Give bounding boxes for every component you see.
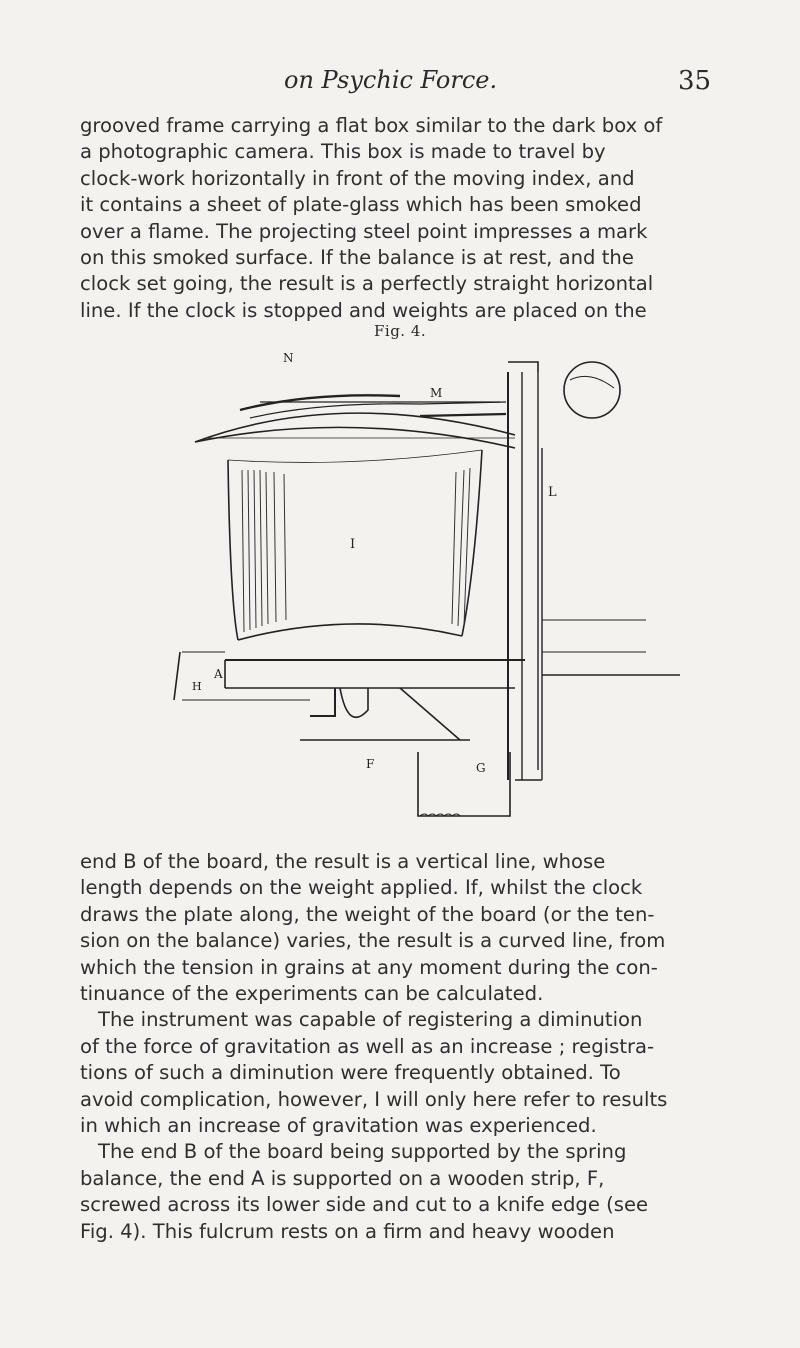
text-line: clock set going, the result is a perfectly straight horizontal — [80, 272, 654, 296]
text-line: The end B of the board being supported by the spring — [98, 1140, 627, 1164]
text-line: in which an increase of gravitation was experienced. — [80, 1114, 597, 1138]
text-line: screwed across its lower side and cut to a knife edge (see — [80, 1193, 649, 1217]
text-line: it contains a sheet of plate-glass which has been smoked — [80, 193, 642, 217]
text-line: on this smoked surface. If the balance is at rest, and the — [80, 246, 634, 270]
text-line: end B of the board, the result is a vertical line, whose — [80, 850, 606, 873]
figure-caption: Fig. 4. — [374, 322, 427, 340]
figure-4-apparatus — [170, 340, 690, 834]
label-h: H — [192, 680, 202, 693]
label-g: G — [476, 761, 486, 775]
text-line: balance, the end A is supported on a wooden strip, F, — [80, 1166, 605, 1190]
text-line: of the force of gravitation as well as an increase ; registra- — [80, 1034, 655, 1058]
text-line: line. If the clock is stopped and weights are placed on the — [80, 298, 647, 322]
text-line: grooved frame carrying a flat box similar to the dark box of — [80, 114, 663, 137]
text-line: clock-work horizontally in front of the moving index, and — [80, 166, 635, 190]
page-number: 35 — [678, 66, 712, 96]
label-n: N — [283, 351, 294, 365]
page-header — [0, 66, 800, 106]
label-m: M — [430, 386, 443, 400]
label-l: L — [548, 485, 557, 500]
text-line: draws the plate along, the weight of the board (or the ten- — [80, 902, 655, 926]
text-line: The instrument was capable of registering a diminution — [98, 1008, 643, 1032]
label-a: A — [214, 667, 223, 681]
text-line: avoid complication, however, I will only here refer to results — [80, 1087, 668, 1111]
label-f: F — [366, 757, 375, 771]
paragraph-top — [80, 113, 725, 324]
text-line: length depends on the weight applied. If, whilst the clock — [80, 876, 643, 900]
text-line: tions of such a diminution were frequently obtained. To — [80, 1061, 621, 1085]
running-title: on Psychic Force. — [284, 66, 498, 94]
text-line: which the tension in grains at any moment during the con- — [80, 955, 658, 979]
apparatus-illustration — [170, 340, 690, 830]
text-line: Fig. 4). This fulcrum rests on a firm and heavy wooden — [80, 1219, 615, 1243]
text-line: tinuance of the experiments can be calculated. — [80, 982, 544, 1006]
label-i: I — [350, 537, 356, 552]
paragraph-bottom — [80, 849, 725, 1245]
text-line: a photographic camera. This box is made to travel by — [80, 140, 606, 164]
text-line: over a flame. The projecting steel point impresses a mark — [80, 219, 648, 243]
text-line: sion on the balance) varies, the result is a curved line, from — [80, 929, 666, 953]
